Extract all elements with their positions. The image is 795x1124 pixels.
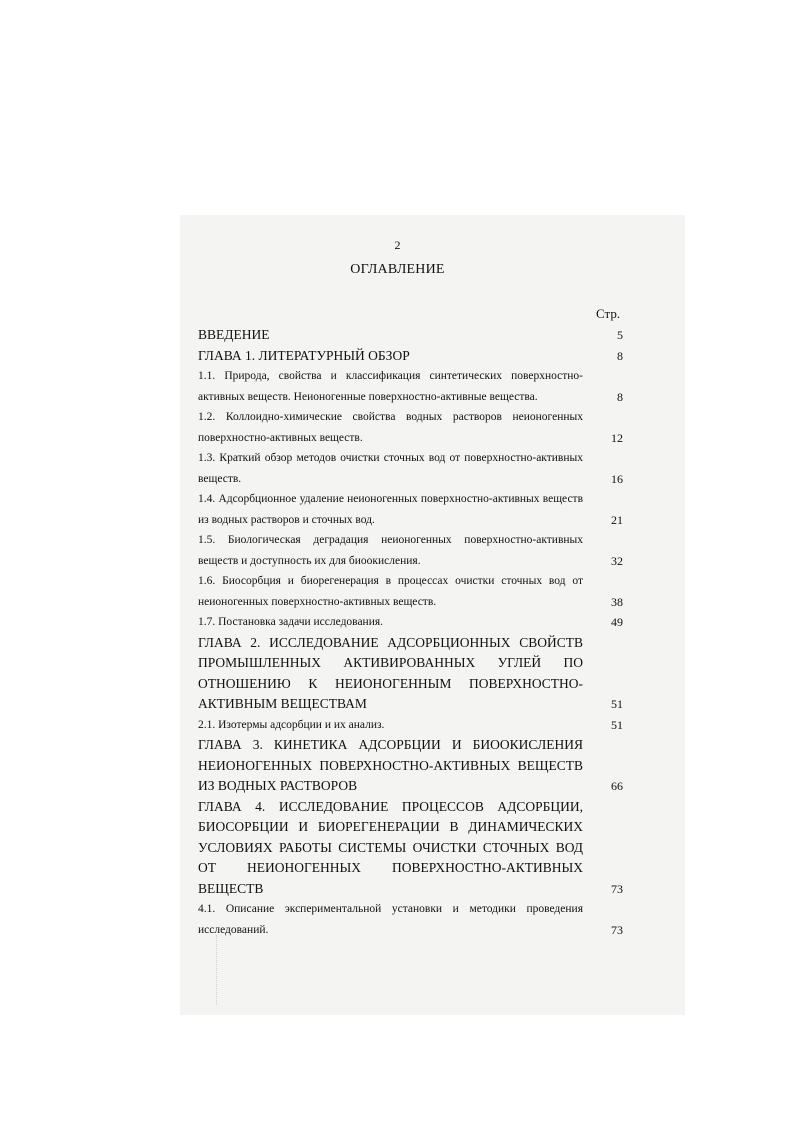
toc-entry: [198, 448, 623, 489]
toc-entry-text: ГЛАВА 3. КИНЕТИКА АДСОРБЦИИ И БИООКИСЛЕНИЯ НЕИОНОГЕННЫХ ПОВЕРХНОСТНО-АКТИВНЫХ ВЕЩЕСТВ ИЗ ВОДНЫХ РАСТВОРОВ: [198, 737, 583, 793]
toc-entry-page: 32: [611, 553, 623, 568]
toc-entry-text: 4.1. Описание экспериментальной установки и методики проведения исследований.: [198, 903, 583, 936]
toc-entry-page: 8: [617, 348, 623, 363]
toc-entry: [198, 797, 623, 900]
toc-entry-text: ВВЕДЕНИЕ: [198, 327, 270, 342]
scan-artifact: [216, 935, 221, 1005]
toc-entry: [198, 407, 623, 448]
toc-entry-text: 1.6. Биосорбция и биорегенерация в процессах очистки сточных вод от неионогенных поверхностно-активных веществ.: [198, 575, 583, 608]
toc-entry-page: 8: [617, 389, 623, 404]
toc-entry-page: 12: [611, 430, 623, 445]
page-number: 2: [394, 238, 401, 252]
toc-entry-page: 66: [611, 779, 623, 793]
toc-entry-text: 1.5. Биологическая деградация неионогенных поверхностно-активных веществ и доступность их для биоокисления.: [198, 534, 583, 567]
toc-entry: [198, 899, 623, 940]
toc-entry: [198, 571, 623, 612]
toc-entry: [198, 530, 623, 571]
toc-entry-page: 38: [611, 594, 623, 609]
toc-entry-text: 1.2. Коллоидно-химические свойства водных растворов неионогенных поверхностно-активных веществ.: [198, 411, 583, 444]
toc-entry-text: 1.3. Краткий обзор методов очистки сточных вод от поверхностно-активных веществ.: [198, 452, 583, 485]
page-column-header: Стр.: [596, 306, 621, 321]
toc-entry: [198, 366, 623, 407]
toc-entry: [198, 612, 623, 633]
toc-entry: [198, 735, 623, 797]
toc-entry-page: 51: [611, 697, 623, 711]
toc-entry: [198, 325, 623, 346]
toc-entry-text: 2.1. Изотермы адсорбции и их анализ.: [198, 718, 385, 731]
toc-entry-page: 49: [611, 615, 623, 629]
toc-entry-page: 73: [611, 922, 623, 937]
toc-entry-text: ГЛАВА 1. ЛИТЕРАТУРНЫЙ ОБЗОР: [198, 347, 410, 363]
toc-entry: [198, 633, 623, 715]
toc-entry-text: 1.4. Адсорбционное удаление неионогенных поверхностно-активных веществ из водных растворов и сточных вод.: [198, 493, 583, 526]
toc-entry-text: ГЛАВА 4. ИССЛЕДОВАНИЕ ПРОЦЕССОВ АДСОРБЦИИ, БИОСОРБЦИИ И БИОРЕГЕНЕРАЦИИ В ДИНАМИЧЕСКИХ УСЛОВИЯХ РАБОТЫ СИСТЕМЫ ОЧИСТКИ СТОЧНЫХ ВОД ОТ НЕИОНОГЕННЫХ ПОВЕРХНОСТНО-АКТИВНЫХ ВЕЩЕСТВ: [198, 798, 583, 896]
toc-entry-page: 16: [611, 471, 623, 486]
toc-entry: [198, 346, 623, 367]
toc-entry-text: 1.1. Природа, свойства и классификация синтетических поверхностно-активных веществ. Неионогенные поверхностно-активные вещества.: [198, 370, 583, 403]
toc-entry-text: 1.7. Постановка задачи исследования.: [198, 616, 384, 628]
toc-entry-page: 51: [611, 717, 623, 732]
toc-entry-page: 5: [617, 328, 623, 342]
table-of-contents-title: ОГЛАВЛЕНИЕ: [350, 262, 445, 277]
toc-entry-page: 73: [611, 881, 623, 896]
toc-entry-text: ГЛАВА 2. ИССЛЕДОВАНИЕ АДСОРБЦИОННЫХ СВОЙСТВ ПРОМЫШЛЕННЫХ АКТИВИРОВАННЫХ УГЛЕЙ ПО ОТНОШЕНИЮ К НЕИОНОГЕННЫМ ПОВЕРХНОСТНО-АКТИВНЫМ ВЕЩЕСТВАМ: [198, 634, 583, 711]
toc-entry: [198, 715, 623, 736]
toc-entry-page: 21: [611, 512, 623, 527]
toc-entry: [198, 489, 623, 530]
table-of-contents: [198, 325, 623, 940]
